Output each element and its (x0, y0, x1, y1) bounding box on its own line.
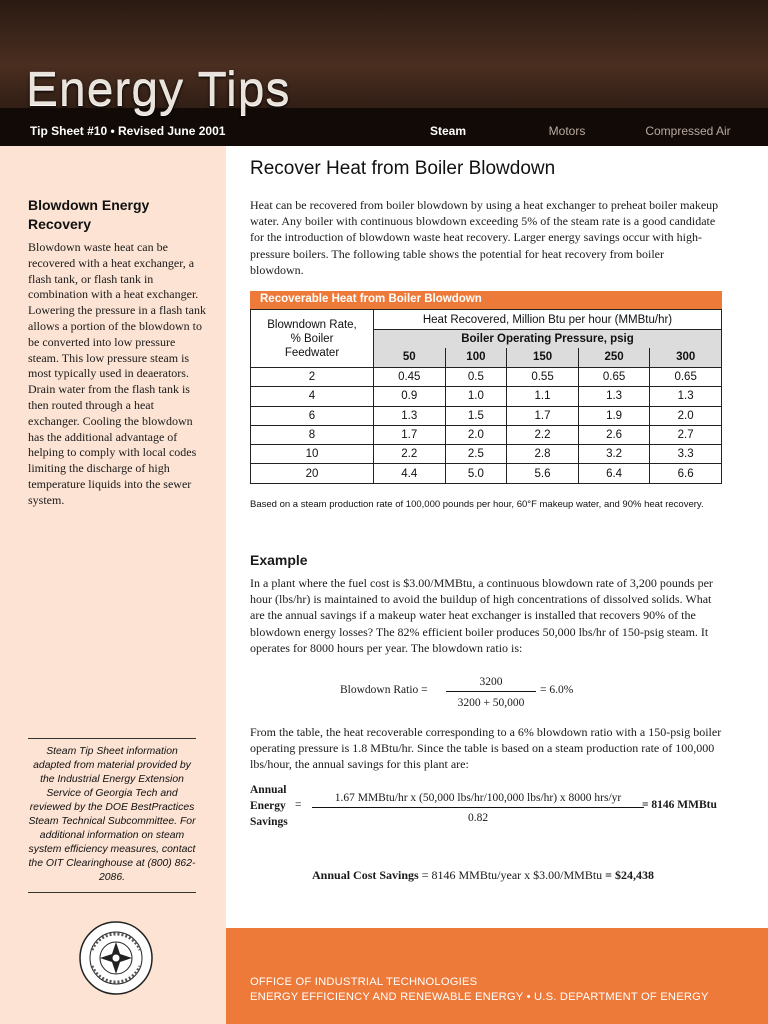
cost-label: Annual Cost Savings (312, 868, 419, 882)
tab-motors[interactable]: Motors (548, 124, 586, 138)
tab-compressed-air[interactable]: Compressed Air (645, 124, 731, 138)
tab-steam[interactable]: Steam (429, 124, 467, 138)
heat-value-cell: 2.7 (650, 425, 722, 444)
intro-paragraph: Heat can be recovered from boiler blowdown by using a heat exchanger to preheat boiler makeup water. Any boiler with continuous blowdown exceeding 5% of the steam rate is a good candidate for the introduction of blowdown waste heat recovery. Larger energy savings occur with high-pressure boilers. The following table shows the potential for heat recovery from boiler blowdown. (250, 198, 719, 277)
heat-value-cell: 2.2 (374, 445, 446, 464)
savings-result: = 8146 MMBtu (642, 799, 717, 811)
heat-value-cell: 4.4 (374, 464, 446, 483)
heat-value-cell: 1.1 (507, 387, 579, 406)
blowdown-rate-cell: 2 (251, 368, 374, 387)
example-paragraph: In a plant where the fuel cost is $3.00/MMBtu, a continuous blowdown rate of 3,200 pounds per hour (lbs/hr) is maintained to avoid the buildup of high concentrations of dissolved solids. What are the annual savings if a makeup water heat exchanger is installed that recovers 90% of the blowdown energy losses? The 82% efficient boiler produces 50,000 lbs/hr of 150-psig steam. It operates for 8000 hours per year. The blowdown ratio is: (250, 576, 713, 655)
table-row (251, 387, 722, 406)
heat-value-cell: 1.0 (445, 387, 507, 406)
table-row (251, 425, 722, 444)
label-line: Energy (250, 800, 286, 812)
cost-expression: = 8146 MMBtu/year x $3.00/MMBtu (418, 868, 606, 882)
pressure-column-header: 50 (374, 348, 446, 368)
label-line: Savings (250, 816, 288, 828)
blowdown-ratio-numerator: 3200 (479, 676, 503, 688)
tip-sheet-subtitle: Tip Sheet #10 • Revised June 2001 (30, 124, 226, 138)
table-footnote: Based on a steam production rate of 100,000 pounds per hour, 60°F makeup water, and 90% heat recovery. (250, 499, 704, 510)
table-row (251, 368, 722, 387)
heat-value-cell: 2.0 (650, 406, 722, 425)
cost-result: = $24,438 (605, 868, 655, 882)
heat-value-cell: 6.6 (650, 464, 722, 483)
savings-numerator: 1.67 MMBtu/hr x (50,000 lbs/hr/100,000 lbs/hr) x 8000 hrs/yr (334, 792, 622, 804)
pressure-column-header: 100 (445, 348, 507, 368)
pressure-column-header: 250 (578, 348, 650, 368)
blowdown-rate-cell: 8 (251, 425, 374, 444)
heat-value-cell: 0.65 (650, 368, 722, 387)
heat-recovery-table (250, 309, 722, 484)
footer-bar (226, 928, 768, 1024)
sidebar-note: Steam Tip Sheet information adapted from material provided by the Industrial Energy Extension Service of Georgia Tech and reviewed by the DOE BestPractices Steam Technical Subcommittee. For additional information on steam system efficiency measures, contact the OIT Clearinghouse at (800) 862-2086. (28, 738, 196, 893)
heat-value-cell: 2.5 (445, 445, 507, 464)
header-banner (0, 0, 768, 146)
heat-value-cell: 0.45 (374, 368, 446, 387)
blowdown-ratio-label: Blowdown Ratio = (340, 684, 428, 696)
footer-department: ENERGY EFFICIENCY AND RENEWABLE ENERGY • U.S. DEPARTMENT OF ENERGY (250, 991, 709, 1003)
heat-value-cell: 2.8 (507, 445, 579, 464)
fraction-bar (312, 807, 644, 808)
table-caption: Recoverable Heat from Boiler Blowdown (250, 291, 722, 309)
pressure-column-header: 150 (507, 348, 579, 368)
blowdown-ratio-result: = 6.0% (540, 684, 574, 696)
savings-denominator: 0.82 (467, 812, 489, 824)
heat-value-cell: 2.2 (507, 425, 579, 444)
heat-value-cell: 2.0 (445, 425, 507, 444)
heat-value-cell: 0.65 (578, 368, 650, 387)
heat-value-cell: 1.3 (374, 406, 446, 425)
table-row (251, 464, 722, 483)
pressure-header: Boiler Operating Pressure, psig (374, 330, 722, 348)
pressure-column-header: 300 (650, 348, 722, 368)
blowdown-ratio-denominator: 3200 + 50,000 (457, 697, 525, 709)
sidebar-body: Blowdown waste heat can be recovered with a heat exchanger, a flash tank, or flash tank in combination with a heat exchanger. Lowering the pressure in a flash tank allows a portion of the blowdown to be converted into low pressure steam. This low pressure steam is most typically used in deaerators. Drain water from the flash tank is then routed through a heat exchanger. Cooling the blowdown has the additional advantage of helping to comply with local codes limiting the discharge of high temperature liquids into the sewer system. (28, 240, 206, 507)
doe-seal-icon (78, 920, 154, 996)
equals-sign: = (295, 799, 302, 811)
sidebar-heading: Blowdown Energy Recovery (28, 197, 150, 232)
heat-value-cell: 1.3 (650, 387, 722, 406)
heat-value-cell: 5.0 (445, 464, 507, 483)
annual-cost-savings (312, 868, 654, 883)
fraction-bar (446, 691, 536, 692)
publication-title: Energy Tips (26, 63, 291, 116)
page-title: Recover Heat from Boiler Blowdown (250, 158, 556, 179)
heat-value-cell: 3.2 (578, 445, 650, 464)
heat-value-cell: 2.6 (578, 425, 650, 444)
footer-office: OFFICE OF INDUSTRIAL TECHNOLOGIES (250, 976, 478, 988)
annual-energy-savings-label (250, 782, 300, 830)
blowdown-rate-cell: 4 (251, 387, 374, 406)
sidebar (0, 146, 226, 1024)
heat-value-cell: 1.3 (578, 387, 650, 406)
row-header: Blowndown Rate, % Boiler Feedwater (251, 310, 374, 368)
table-row (251, 406, 722, 425)
heat-value-cell: 5.6 (507, 464, 579, 483)
blowdown-rate-cell: 10 (251, 445, 374, 464)
heat-value-cell: 1.7 (374, 425, 446, 444)
group-header: Heat Recovered, Million Btu per hour (MMBtu/hr) (374, 310, 722, 330)
heat-value-cell: 0.9 (374, 387, 446, 406)
label-line: Annual (250, 784, 287, 796)
savings-paragraph: From the table, the heat recoverable corresponding to a 6% blowdown ratio with a 150-psig boiler operating pressure is 1.8 MBtu/hr. Since the table is based on a steam production rate of 100,000 lbs/hour, the annual savings for this plant are: (250, 725, 722, 772)
heat-value-cell: 0.5 (445, 368, 507, 387)
heat-value-cell: 1.9 (578, 406, 650, 425)
example-heading: Example (250, 552, 308, 568)
blowdown-rate-cell: 20 (251, 464, 374, 483)
heat-value-cell: 1.7 (507, 406, 579, 425)
heat-value-cell: 1.5 (445, 406, 507, 425)
blowdown-rate-cell: 6 (251, 406, 374, 425)
heat-value-cell: 3.3 (650, 445, 722, 464)
heat-value-cell: 6.4 (578, 464, 650, 483)
table-row (251, 445, 722, 464)
heat-value-cell: 0.55 (507, 368, 579, 387)
